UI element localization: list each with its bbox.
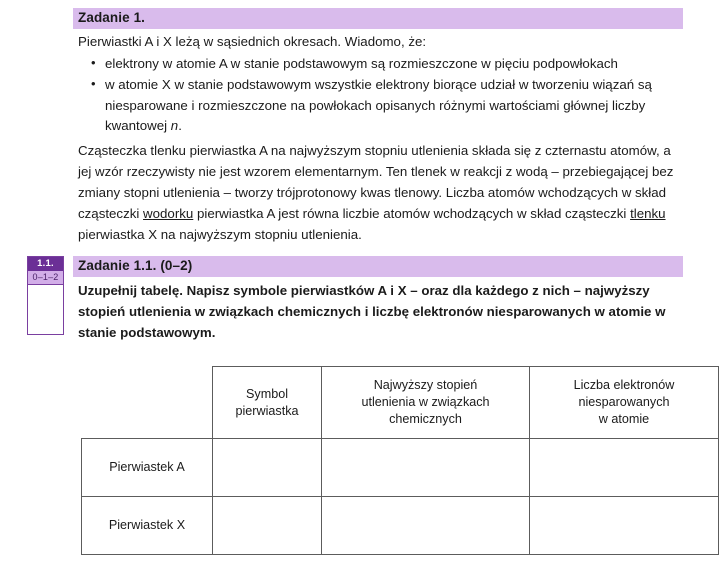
score-box-point-scale: 0–1–2 (28, 271, 63, 285)
table-header-oxidation-line-3: chemicznych (389, 412, 462, 426)
task-1-paragraph-part-3: pierwiastka X na najwyższym stopniu utlenienia. (78, 226, 362, 242)
table-header-symbol (213, 367, 322, 439)
task-1-paragraph-part-1: Cząsteczka tlenku pierwiastka A na najwyższym stopniu utlenienia składa się z czternastu atomów, a jej wzór rzeczywisty nie jest wzorem elementarnym. Ten tlenek w reakcji z wodą – przebiegającej bez zmiany stopni utlenienia – tworzy trójprotonowy kwas tlenowy. Liczba atomów wchodzących w skład cząsteczki (78, 142, 674, 221)
table-header-unpaired (530, 367, 719, 439)
table-header-oxidation-line-2: utlenienia w związkach (361, 395, 490, 409)
task-1-bullet-text-2-tail: . (178, 118, 182, 133)
answer-cell-symbol-x[interactable] (213, 497, 322, 555)
task-1-heading: Zadanie 1. (73, 8, 683, 29)
answer-cell-unpaired-a[interactable] (530, 439, 719, 497)
table-header-unpaired-line-2: niesparowanych (578, 395, 670, 409)
table-header-oxidation-line-1: Najwyższy stopień (373, 378, 478, 392)
table-header-symbol-line-2: pierwiastka (235, 403, 299, 418)
table-row-label-element-x: Pierwiastek X (82, 497, 213, 555)
task-1-bullet-list (73, 54, 683, 137)
table-header-row (82, 367, 719, 439)
task-1-1-instruction: Uzupełnij tabelę. Napisz symbole pierwiastków A i X – oraz dla każdego z nich – najwyższy stopień utlenienia w związkach chemicznych i liczbę elektronów niesparowanych w atomie w stanie podstawowym. (78, 283, 666, 340)
table-row (82, 439, 719, 497)
table-corner-cell (82, 367, 213, 439)
answer-cell-oxidation-a[interactable] (322, 439, 530, 497)
task-1-paragraph-part-2: pierwiastka A jest równa liczbie atomów wchodzących w skład cząsteczki (193, 205, 631, 221)
task-1-bullet-item-1 (73, 54, 683, 75)
underlined-term-wodorku: wodorku (143, 205, 194, 221)
answer-cell-symbol-a[interactable] (213, 439, 322, 497)
quantum-number-symbol: n (170, 118, 179, 133)
task-1-bullet-item-2 (73, 75, 683, 137)
answer-cell-oxidation-x[interactable] (322, 497, 530, 555)
score-box-task-number: 1.1. (28, 257, 63, 271)
task-1-bullet-text-2: w atomie X w stanie podstawowym wszystkie elektrony biorące udział w tworzeniu wiązań są niesparowane i rozmieszczone na powłokach opisanych różnymi wartościami głównej liczby kwantowej (105, 77, 652, 133)
task-1-1-block (73, 256, 683, 343)
task-1-paragraph (73, 140, 683, 245)
table-row-label-element-a: Pierwiastek A (82, 439, 213, 497)
task-1-block (73, 8, 683, 245)
underlined-term-tlenku: tlenku (630, 205, 666, 221)
table-header-oxidation (322, 367, 530, 439)
table-header-symbol-line-1: Symbol (246, 386, 288, 401)
task-1-bullet-text-1: elektrony w atomie A w stanie podstawowym są rozmieszczone w pięciu podpowłokach (105, 55, 618, 71)
table-header-unpaired-line-3: w atomie (598, 412, 650, 426)
table-header-unpaired-line-1: Liczba elektronów (573, 378, 675, 392)
answer-cell-unpaired-x[interactable] (530, 497, 719, 555)
task-1-intro-text: Pierwiastki A i X leżą w sąsiednich okresach. Wiadomo, że: (78, 34, 427, 49)
task-1-1-heading: Zadanie 1.1. (0–2) (73, 256, 683, 277)
score-box (27, 256, 64, 335)
answer-table (81, 366, 719, 555)
score-box-awarded-points-field[interactable] (28, 285, 63, 334)
table-row (82, 497, 719, 555)
